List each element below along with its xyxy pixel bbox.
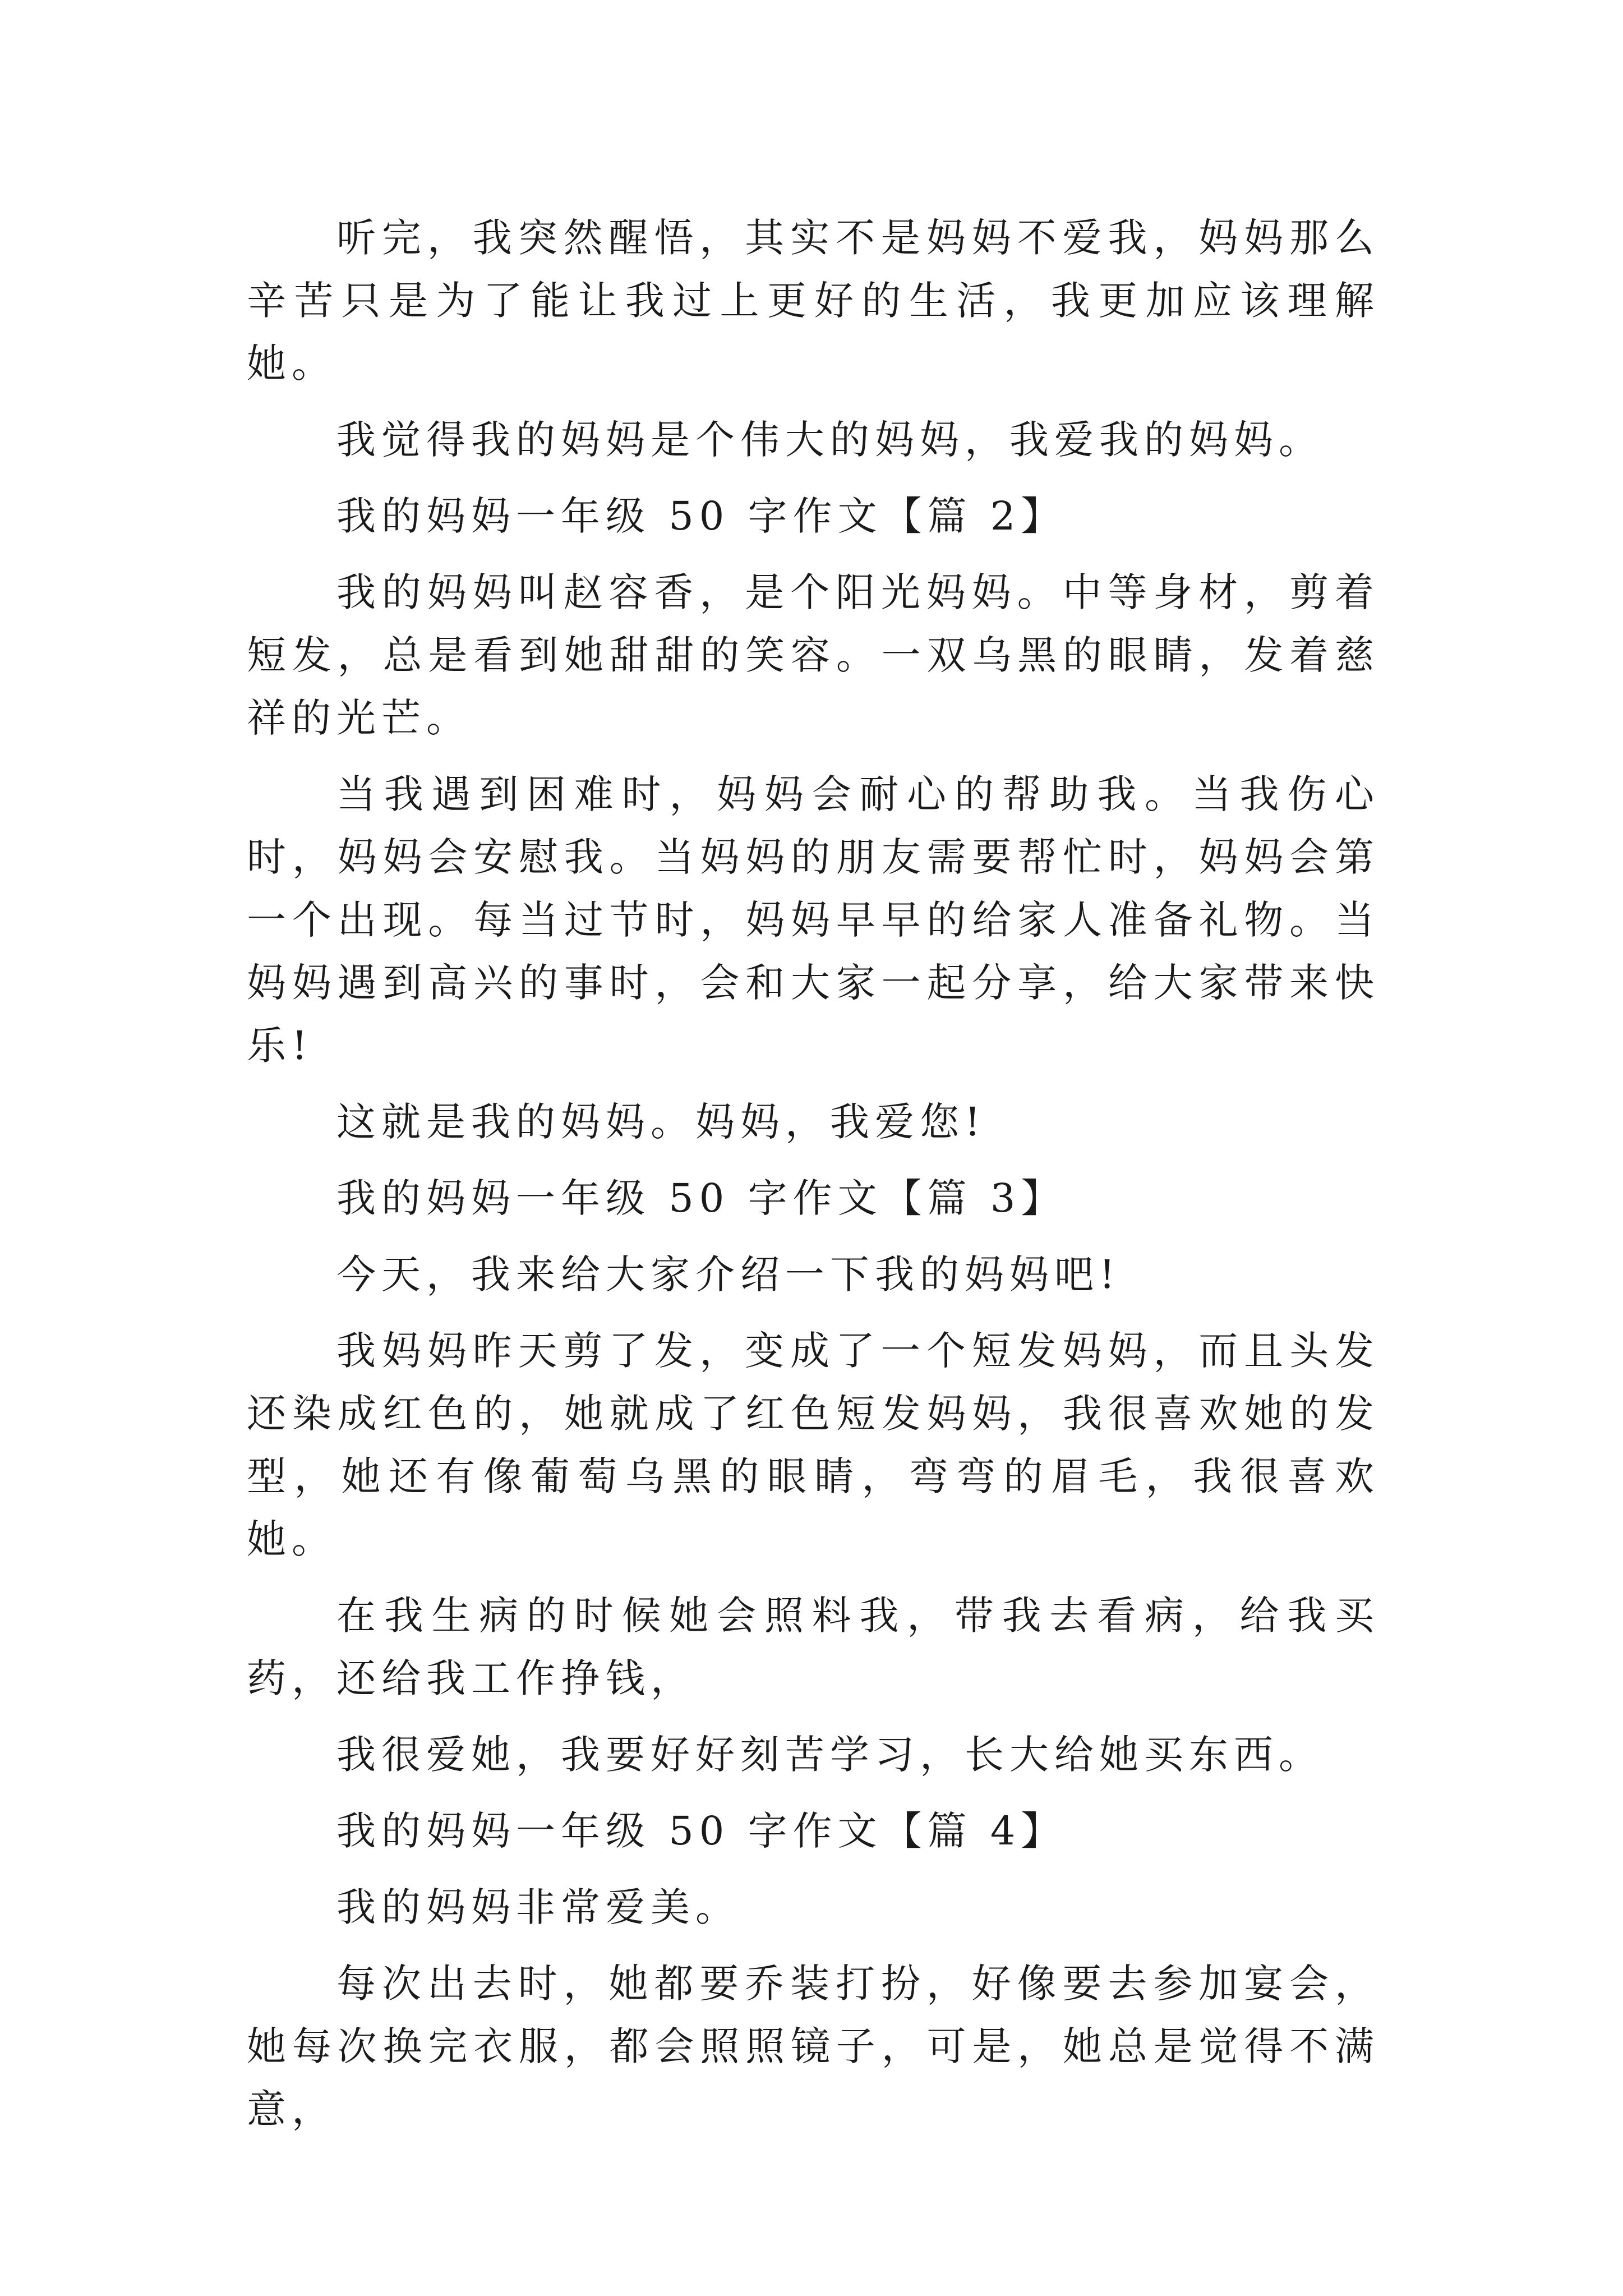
paragraph-9: 我很爱她，我要好好刻苦学习，长大给她买东西。 xyxy=(336,1732,1324,1778)
paragraph-6: 今天，我来给大家介绍一下我的妈妈吧! xyxy=(336,1251,1121,1297)
document-body xyxy=(247,206,1380,2141)
section-heading-2: 我的妈妈一年级 50 字作文【篇 2】 xyxy=(336,493,1066,539)
paragraph-8: 在我生病的时候她会照料我，带我去看病，给我买药，还给我工作挣钱， xyxy=(247,1593,1380,1701)
paragraph-5: 这就是我的妈妈。妈妈，我爱您! xyxy=(336,1099,986,1145)
paragraph-10: 我的妈妈非常爱美。 xyxy=(336,1884,740,1930)
paragraph-1: 听完，我突然醒悟，其实不是妈妈不爱我，妈妈那么辛苦只是为了能让我过上更好的生活，我更加应该理解她。 xyxy=(247,215,1380,386)
paragraph-2: 我觉得我的妈妈是个伟大的妈妈，我爱我的妈妈。 xyxy=(336,417,1324,463)
paragraph-7: 我妈妈昨天剪了发，变成了一个短发妈妈，而且头发还染成红色的，她就成了红色短发妈妈，我很喜欢她的发型，她还有像葡萄乌黑的眼睛，弯弯的眉毛，我很喜欢她。 xyxy=(247,1328,1380,1562)
paragraph-4: 当我遇到困难时，妈妈会耐心的帮助我。当我伤心时，妈妈会安慰我。当妈妈的朋友需要帮忙时，妈妈会第一个出现。每当过节时，妈妈早早的给家人准备礼物。当妈妈遇到高兴的事时，会和大家一起分享，给大家带来快乐! xyxy=(247,771,1380,1069)
section-heading-4: 我的妈妈一年级 50 字作文【篇 4】 xyxy=(336,1808,1066,1854)
paragraph-11: 每次出去时，她都要乔装打扮，好像要去参加宴会，她每次换完衣服，都会照照镜子，可是，她总是觉得不满意， xyxy=(247,1961,1380,2132)
paragraph-3: 我的妈妈叫赵容香，是个阳光妈妈。中等身材，剪着短发，总是看到她甜甜的笑容。一双乌黑的眼睛，发着慈祥的光芒。 xyxy=(247,569,1380,741)
section-heading-3: 我的妈妈一年级 50 字作文【篇 3】 xyxy=(336,1175,1066,1221)
